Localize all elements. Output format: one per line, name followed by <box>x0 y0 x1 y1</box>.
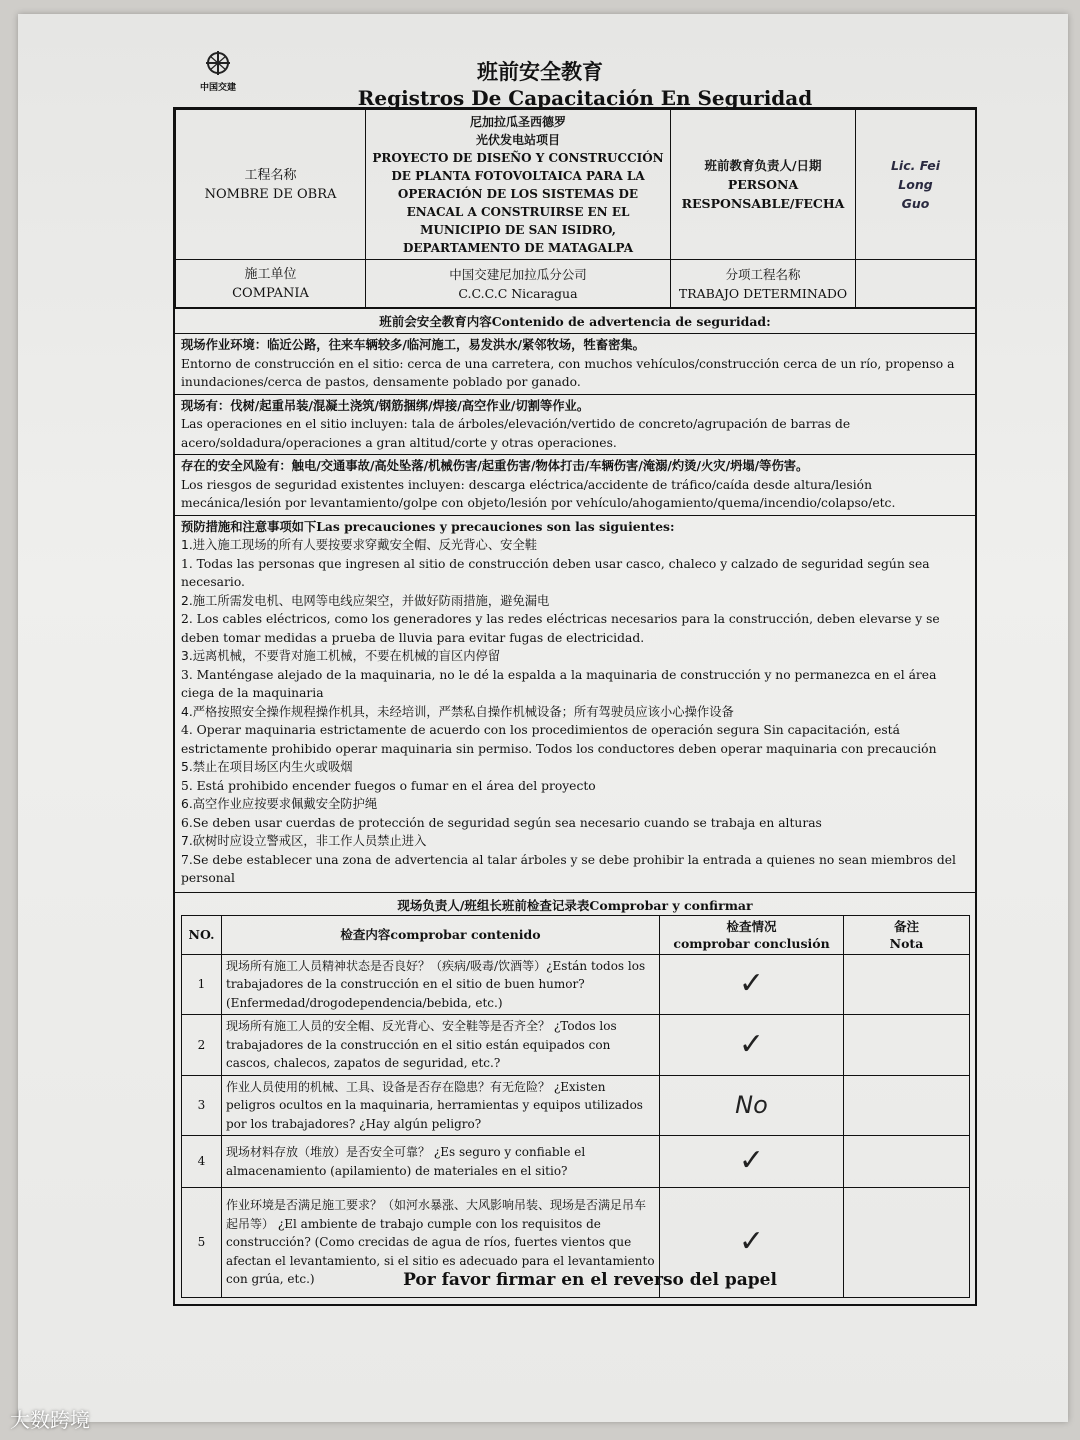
project-info-table <box>175 109 976 308</box>
table-row: 4 现场材料存放（堆放）是否安全可靠？ ¿Es seguro y confiable el almacenamiento (apilamiento) de materiales en el sitio? ✓ <box>182 1136 970 1188</box>
operations-section: 现场有：伐树/起重吊装/混凝土浇筑/钢筋捆绑/焊接/高空作业/切割等作业。 Las operaciones en el sitio incluyen: tala de árboles/elevación/vertido de concreto/agrupación de barras de acero/soldadura/operaciones a gran altitud/corte y otras operaciones. <box>175 394 975 455</box>
content-title: 班前会安全教育内容Contenido de advertencia de seguridad: <box>175 308 975 333</box>
title-chinese: 班前安全教育 <box>477 60 603 84</box>
project-name-label: 工程名称 NOMBRE DE OBRA <box>176 110 366 260</box>
work-value <box>856 260 976 308</box>
environment-section: 现场作业环境：临近公路，往来车辆较多/临河施工，易发洪水/紧邻牧场，牲畜密集。 Entorno de construcción en el sitio: cerca de una carretera, con muchos vehículos/construcción cerca de un río, propenso a inundaciones/cerca de pastos, densamente poblado por ganado. <box>175 333 975 394</box>
form-frame <box>173 107 977 1306</box>
table-row: 3 作业人员使用的机械、工具、设备是否存在隐患？有无危险？ ¿Existen peligros ocultos en la maquinaria, herramientas y equipos utilizados por los trabajadores? ¿Hay algún peligro? No <box>182 1075 970 1136</box>
row-note <box>844 1075 970 1136</box>
row-content: 现场材料存放（堆放）是否安全可靠？ ¿Es seguro y confiable el almacenamiento (apilamiento) de materiales en el sitio? <box>222 1136 660 1188</box>
row-result: ✓ <box>660 1136 844 1188</box>
check-title: 现场负责人/班组长班前检查记录表Comprobar y confirmar <box>175 892 975 915</box>
check-header-row <box>182 915 970 954</box>
watermark: 大数跨境 <box>10 1408 90 1432</box>
table-row: 5 作业环境是否满足施工要求？（如河水暴涨、大风影响吊装、现场是否满足吊车起吊等） ¿El ambiente de trabajo cumple con los requisitos de construcción? (Como crecidas de agua de ríos, fuertes vientos que afectan el levantamiento, si el sitio es adecuado para el levantamiento con grúa, etc.) ✓ <box>182 1188 970 1298</box>
col-content: 检查内容comprobar contenido <box>222 915 660 954</box>
row-note <box>844 1015 970 1076</box>
row-result: ✓ <box>660 954 844 1015</box>
work-label: 分项工程名称 TRABAJO DETERMINADO <box>671 260 856 308</box>
table-row: 2 现场所有施工人员的安全帽、反光背心、安全鞋等是否齐全？ ¿Todos los trabajadores de la construcción en el sitio están equipados con cascos, chalecos, zapatos de seguridad, etc.? ✓ <box>182 1015 970 1076</box>
footer-note: Por favor firmar en el reverso del papel <box>403 1270 777 1290</box>
project-name-value: 尼加拉瓜圣西德罗 光伏发电站项目 PROYECTO DE DISEÑO Y CONSTRUCCIÓN DE PLANTA FOTOVOLTAICA PARA LA OPERACIÓN DE LOS SISTEMAS DE ENACAL A CONSTRUIRSE EN EL MUNICIPIO DE SAN ISIDRO, DEPARTAMENTO DE MATAGALPA <box>366 110 671 260</box>
title-spanish: Registros De Capacitación En Seguridad <box>357 86 813 110</box>
company-label: 施工单位 COMPANIA <box>176 260 366 308</box>
row-result: ✓ <box>660 1188 844 1298</box>
row-content: 现场所有施工人员的安全帽、反光背心、安全鞋等是否齐全？ ¿Todos los trabajadores de la construcción en el sitio están equipados con cascos, chalecos, zapatos de seguridad, etc.? <box>222 1015 660 1076</box>
row-note <box>844 954 970 1015</box>
row-result: ✓ <box>660 1015 844 1076</box>
company-value: 中国交建尼加拉瓜分公司 C.C.C.C Nicaragua <box>366 260 671 308</box>
risks-section: 存在的安全风险有：触电/交通事故/高处坠落/机械伤害/起重伤害/物体打击/车辆伤害/淹溺/灼烫/火灾/坍塌/等伤害。 Los riesgos de seguridad existentes incluyen: descarga eléctrica/accidente de tráfico/caída desde altura/lesión mecánica/lesión por levantamiento/golpe con objeto/lesión por vehículo/ahogamiento/quema/incendio/colapso/etc. <box>175 454 975 515</box>
row-content: 作业环境是否满足施工要求？（如河水暴涨、大风影响吊装、现场是否满足吊车起吊等） ¿El ambiente de trabajo cumple con los requisitos de construcción? (Como crecidas de agua de ríos, fuertes vientos que afectan el levantamiento, si el sitio es adecuado para el levantamiento con grúa, etc.) <box>222 1188 660 1298</box>
responsible-signature: Lic. Fei Long Guo <box>856 110 976 260</box>
precautions-section: 预防措施和注意事项如下Las precauciones y precauciones son las siguientes: 1.进入施工现场的所有人要按要求穿戴安全帽、反光背心、安全鞋 1. Todas las personas que ingresen al sitio de construcción deben usar casco, chaleco y calzado de seguridad según sea necesario. 2.施工所需发电机、电网等电线应架空，并做好防雨措施，避免漏电 2. Los cables eléctricos, como los generadores y las redes eléctricas necesarios para la construcción, deben elevarse y se deben tomar medidas a prueba de lluvia para evitar fugas de electricidad. 3.远离机械，不要背对施工机械，不要在机械的盲区内停留 3. Manténgase alejado de la maquinaria, no le dé la espalda a la maquinaria de construcción y no permanezca en el área ciega de la maquinaria 4.严格按照安全操作规程操作机具，未经培训，严禁私自操作机械设备；所有驾驶员应该小心操作设备 4. Operar maquinaria estrictamente de acuerdo con los procedimientos de operación segura Sin capacitación, está estrictamente prohibido operar maquinaria sin permiso. Todos los conductores deben operar maquinaria con precaución 5.禁止在项目场区内生火或吸烟 5. Está prohibido encender fuegos o fumar en el área del proyecto 6.高空作业应按要求佩戴安全防护绳 6.Se deben usar cuerdas de protección de seguridad según sea necesario cuando se trabaja en alturas 7.砍树时应设立警戒区，非工作人员禁止进入 7.Se debe establecer una zona de advertencia al talar árboles y se debe prohibir la entrada a quienes no sean miembros del personal <box>175 515 975 892</box>
logo-text: 中国交建 <box>199 83 236 93</box>
row-content: 作业人员使用的机械、工具、设备是否存在隐患？有无危险？ ¿Existen peligros ocultos en la maquinaria, herramientas y equipos utilizados por los trabajadores? ¿Hay algún peligro? <box>222 1075 660 1136</box>
col-no: NO. <box>182 915 222 954</box>
responsible-label: 班前教育负责人/日期 PERSONA RESPONSABLE/FECHA <box>671 110 856 260</box>
table-row: 1 现场所有施工人员精神状态是否良好？（疾病/吸毒/饮酒等）¿Están todos los trabajadores de la construcción en el sitio de buen humor? (Enfermedad/drogodependencia/bebida, etc.) ✓ <box>182 954 970 1015</box>
row-note <box>844 1136 970 1188</box>
row-content: 现场所有施工人员精神状态是否良好？（疾病/吸毒/饮酒等）¿Están todos los trabajadores de la construcción en el sitio de buen humor? (Enfermedad/drogodependencia/bebida, etc.) <box>222 954 660 1015</box>
col-note: 备注 Nota <box>844 915 970 954</box>
row-result: No <box>660 1075 844 1136</box>
col-result: 检查情况 comprobar conclusión <box>660 915 844 954</box>
check-table <box>181 915 970 1299</box>
